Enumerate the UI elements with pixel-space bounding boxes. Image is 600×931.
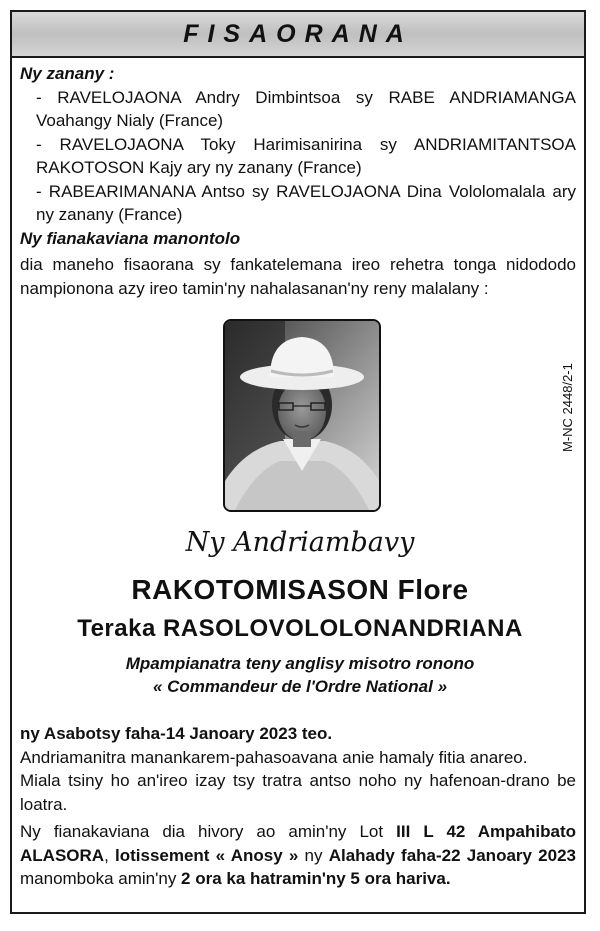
role-text: Mpampianatra teny anglisy misotro ronono [125,654,475,673]
children-item: - RABEARIMANANA Antso sy RAVELOJAONA Dina Vololomalala ary ny zanany (France) [36,181,576,224]
gathering-part: ny [298,845,329,865]
family-heading: Ny fianakaviana manontolo [20,228,241,248]
deceased-name: RAKOTOMISASON Flore [131,574,469,605]
death-date-text: ny Asabotsy faha-14 Janoary 2023 teo. [20,724,333,743]
maiden-name: Teraka RASOLOVOLOLONANDRIANA [77,615,523,642]
gathering-part: manomboka amin'ny [20,869,182,888]
gathering-time: 2 ora ka hatramin'ny 5 ora hariva. [181,869,451,888]
banner-title: FISAORANA [183,19,413,48]
notice-frame [10,10,586,914]
notice-banner [12,12,584,58]
gathering-part: , [104,845,115,865]
blessing-text: Andriamanitra manankarem-pahasoavana anie hamaly fitia anareo. [20,747,528,767]
notice-body [20,62,576,300]
death-date [20,722,576,746]
deceased-role [12,652,588,698]
children-heading: Ny zanany : [20,64,115,83]
portrait-photo [223,319,381,512]
children-item: - RAVELOJAONA Andry Dimbintsoa sy RABE ANDRIAMANGA Voahangy Nialy (France) [36,87,576,130]
notice-footer [20,722,576,891]
gathering-date: Alahady faha-22 Janoary 2023 [328,845,576,865]
intro-text: dia maneho fisaorana sy fankatelemana ireo rehetra tonga nidododo nampionona azy ireo tamin'ny nahalasanan'ny reny malalany : [20,255,576,298]
children-item: - RAVELOJAONA Toky Harimisanirina sy ANDRIAMITANTSOA RAKOTOSON Kajy ary ny zanany (France) [36,134,576,177]
gathering-location: III L 42 Ampahibato ALASORA [20,822,577,865]
gathering-lot: lotissement « Anosy » [115,845,299,865]
portrait-photo-image [225,321,379,510]
honorific-title: Ny Andriambavy [185,527,415,558]
reference-code: M-NC 2448/2-1 [560,363,575,452]
gathering-text [20,820,576,891]
apology-text: Miala tsiny ho an'ireo izay tsy tratra antso noho ny hafenoan-drano be loatra. [20,771,576,814]
gathering-part: Ny fianakaviana dia hivory ao amin'ny Lot [20,822,397,841]
honor-text: « Commandeur de l'Ordre National » [152,677,448,696]
